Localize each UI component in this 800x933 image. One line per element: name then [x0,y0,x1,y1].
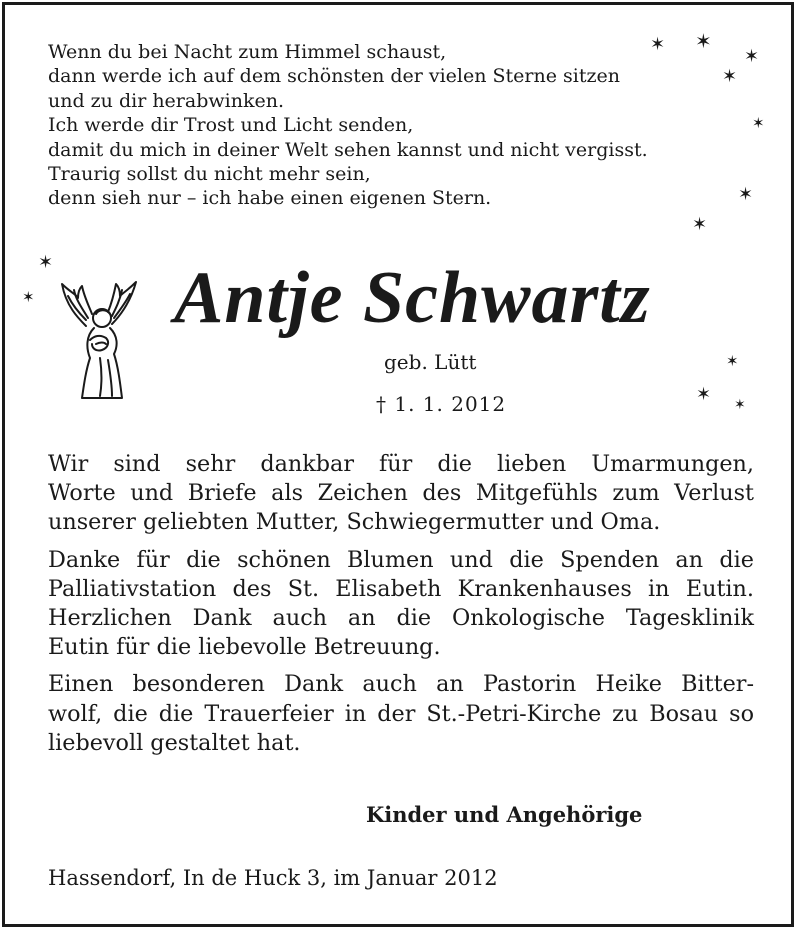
text-line: Wir sind sehr dankbar für die lieben Umarmungen, [48,451,754,477]
star-icon: ✶ [738,184,754,205]
deceased-name: Antje Schwartz [174,257,651,339]
signature: Kinder und Angehörige [366,802,643,827]
maiden-name: geb. Lütt [384,350,477,374]
star-icon: ✶ [692,214,708,235]
death-date: † 1. 1. 2012 [376,392,507,416]
star-icon: ✶ [744,46,760,67]
angel-icon [56,274,142,402]
closing-place-date: Hassendorf, In de Huck 3, im Januar 2012 [48,866,498,890]
text-line: Palliativstation des St. Elisabeth Krankenhauses in Eutin. [48,575,754,602]
poem-line: denn sieh nur – ich habe einen eigenen Stern. [48,187,492,210]
thanks-paragraph [48,670,754,758]
star-icon: ✶ [22,288,35,306]
text-line: unserer geliebten Mutter, Schwiegermutter und Oma. [48,509,661,536]
poem-line: Ich werde dir Trost und Licht senden, [48,114,414,137]
text-line: Danke für die schönen Blumen und die Spenden an die [48,546,754,573]
poem-line: Wenn du bei Nacht zum Himmel schaust, [48,41,447,63]
poem-line: und zu dir herabwinken. [48,89,284,112]
text-line: Worte und Briefe als Zeichen des Mitgefühls zum Verlust [48,480,754,507]
text-line: wolf, die die Trauerfeier in der St.-Petri-Kirche zu Bosau so [48,700,754,727]
text-line: Herzlichen Dank auch an die Onkologische Tagesklinik [48,605,754,632]
star-icon: ✶ [726,352,739,370]
text-line: Eutin für die liebevolle Betreuung. [48,634,441,661]
poem-line: damit du mich in deiner Welt sehen kannst und nicht vergisst. [48,138,648,161]
poem-line: Traurig sollst du nicht mehr sein, [48,163,371,186]
thanks-paragraph [48,450,754,538]
star-icon: ✶ [734,397,746,413]
text-line: Einen besonderen Dank auch an Pastorin Heike Bitter- [48,671,754,698]
star-icon: ✶ [38,252,54,273]
thanks-paragraph [48,546,754,663]
poem-line: dann werde ich auf dem schönsten der vielen Sterne sitzen [48,65,620,88]
star-icon: ✶ [752,114,765,132]
star-icon: ✶ [696,384,712,405]
text-line: liebevoll gestaltet hat. [48,729,301,756]
star-icon: ✶ [650,34,666,55]
star-icon: ✶ [695,29,712,53]
thanks-text [48,450,754,766]
star-icon: ✶ [722,66,738,87]
poem [48,40,648,211]
